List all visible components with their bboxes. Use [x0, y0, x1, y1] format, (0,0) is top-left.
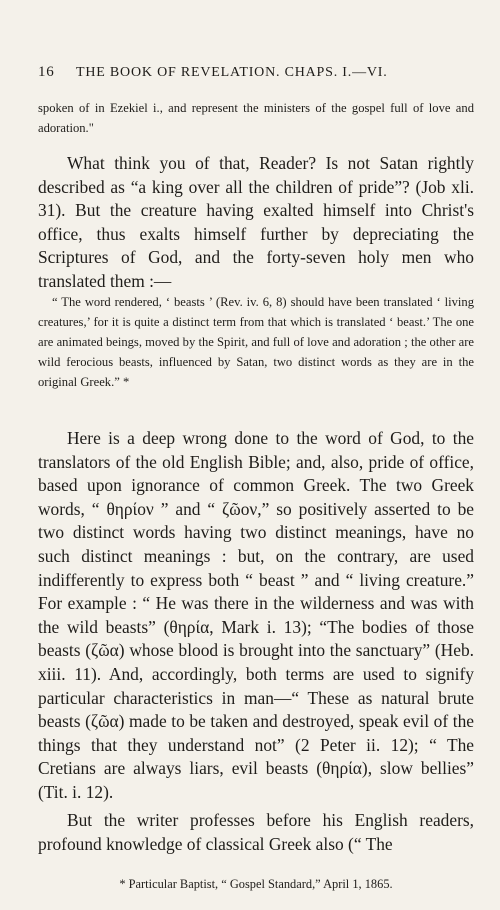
footnote: * Particular Baptist, “ Gospel Standard,” April 1, 1865. [119, 877, 393, 891]
paragraph-2-text: Here is a deep wrong done to the word of God, to the translators of the old English Bible; and, also, pride of office, based upon ignorance of common Greek. The two Greek words, “ θηρίον ” and “ ζῶον,” so positively asserted to be two distinct words having two distinct meanings, have no such distinct meanings : but, on the contrary, are used indifferently to express both “ beast ” and “ living creature.” For example : “ He was there in the wilderness and was with the wild beasts” (θηρία, Mark i. 13); “The bodies of those beasts (ζῶα) whose blood is brought into the sanctuary” (Heb. xiii. 11). And, accordingly, both terms are used to signify particular characteristics in man—“ These as natural brute beasts (ζῶα) made to be taken and destroyed, speak evil of the things that they understand not” (2 Peter ii. 12); “ The Cretians are always liars, evil beasts (θηρία), slow bellies” (Tit. i. 12). [38, 428, 474, 802]
quote-continuation: spoken of in Ezekiel i., and represent the ministers of the gospel full of love and adoration." [38, 101, 474, 135]
page-number: 16 [38, 64, 55, 80]
block-quote [38, 292, 474, 392]
paragraph-1 [38, 152, 474, 294]
paragraph-3-text: But the writer professes before his English readers, profound knowledge of classical Greek also (“ The [38, 810, 474, 854]
paragraph-2 [38, 427, 474, 805]
running-header [38, 64, 478, 81]
block-quote-text: “ The word rendered, ‘ beasts ’ (Rev. iv. 6, 8) should have been translated ‘ living creatures,’ for it is quite a distinct term from that which is translated ‘ beast.’ The one are animated beings, moved by the Spirit, and full of love and adoration ; the other are wild ferocious beasts, influenced by Satan, two distinct words as they are in the original Greek.” * [38, 295, 474, 389]
paragraph-3 [38, 809, 474, 856]
paragraph-1-text: What think you of that, Reader? Is not Satan rightly described as “a king over all the children of pride”? (Job xli. 31). But the creature having exalted himself into Christ's office, thus exalts himself further by depreciating the Scriptures of God, and the forty-seven holy men who translated them :— [38, 153, 474, 291]
running-title: THE BOOK OF REVELATION. CHAPS. I.—VI. [76, 65, 388, 80]
